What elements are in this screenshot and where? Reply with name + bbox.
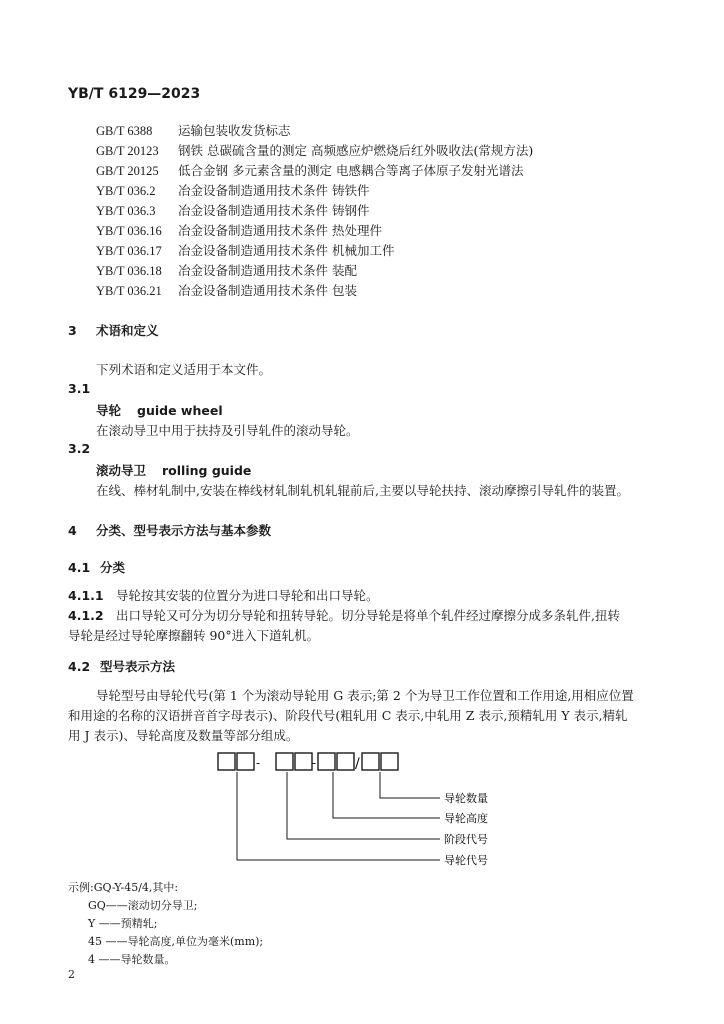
- reference-item: YB/T 036.17 冶金设备制造通用技术条件 机械加工件: [96, 243, 395, 258]
- leader-code: [237, 772, 440, 860]
- term-3-1-definition: 在滚动导卫中用于扶持及引导轧件的滚动导轮。: [96, 423, 359, 438]
- separator-1: -: [256, 756, 261, 770]
- reference-item: YB/T 036.3 冶金设备制造通用技术条件 铸钢件: [96, 203, 370, 218]
- reference-item: GB/T 20125 低合金钢 多元素含量的测定 电感耦合等离子体原子发射光谱法: [96, 163, 524, 178]
- code-box-8: [381, 753, 398, 770]
- label-wheel-quantity: 导轮数量: [444, 792, 488, 805]
- clause-4-1-2-cont: 导轮是经过导轮摩擦翻转 90°进入下道轧机。: [68, 628, 320, 643]
- reference-item: GB/T 6388 运输包装收发货标志: [96, 123, 291, 138]
- separator-3: /: [355, 756, 360, 772]
- code-box-6: [337, 753, 354, 770]
- term-3-1: 导轮 guide wheel: [96, 403, 223, 418]
- page-number: 2: [68, 968, 75, 981]
- code-box-1: [218, 753, 235, 770]
- label-wheel-height: 导轮高度: [444, 812, 488, 825]
- example-line: GQ——滚动切分导卫;: [88, 899, 198, 912]
- leader-stage: [287, 772, 440, 839]
- reference-item: YB/T 036.21 冶金设备制造通用技术条件 包装: [96, 283, 357, 298]
- reference-item: YB/T 036.16 冶金设备制造通用技术条件 热处理件: [96, 223, 382, 238]
- code-box-5: [318, 753, 335, 770]
- section-4-heading: 4 分类、型号表示方法与基本参数: [68, 523, 272, 538]
- section-3-heading: 3 术语和定义: [68, 323, 159, 338]
- clause-4-2-line2: 和用途的名称的汉语拼音首字母表示)、阶段代号(粗轧用 C 表示,中轧用 Z 表示,预精轧用 Y 表示,精轧: [68, 708, 628, 723]
- section-4-1-heading: 4.1 分类: [68, 560, 126, 575]
- clause-4-2-line3: 用 J 表示)、导轮高度及数量等部分组成。: [68, 728, 299, 743]
- separator-2: -: [312, 756, 317, 770]
- code-box-7: [362, 753, 379, 770]
- reference-item: YB/T 036.18 冶金设备制造通用技术条件 装配: [96, 263, 357, 278]
- code-box-4: [295, 753, 312, 770]
- term-3-1-number: 3.1: [68, 381, 91, 396]
- clause-4-1-1: 4.1.1 导轮按其安装的位置分为进口导轮和出口导轮。: [68, 588, 379, 603]
- document-header: YB/T 6129—2023: [68, 86, 201, 102]
- term-3-2: 滚动导卫 rolling guide: [96, 463, 252, 478]
- clause-4-1-2: 4.1.2 出口导轮又可分为切分导轮和扭转导轮。切分导轮是将单个轧件经过摩擦分成多条轧件,扭转: [68, 608, 620, 623]
- model-designation-diagram: [0, 740, 724, 870]
- section-3-intro: 下列术语和定义适用于本文件。: [96, 362, 272, 377]
- reference-item: GB/T 20123 钢铁 总碳硫含量的测定 高频感应炉燃烧后红外吸收法(常规方法): [96, 143, 534, 158]
- example-line: Y ——预精轧;: [88, 917, 158, 930]
- section-4-2-heading: 4.2 型号表示方法: [68, 659, 176, 674]
- term-3-2-number: 3.2: [68, 441, 91, 456]
- example-line: 45 ——导轮高度,单位为毫米(mm);: [88, 935, 264, 948]
- reference-item: YB/T 036.2 冶金设备制造通用技术条件 铸铁件: [96, 183, 370, 198]
- code-box-2: [237, 753, 254, 770]
- label-wheel-code: 导轮代号: [444, 854, 488, 867]
- leader-height: [333, 772, 440, 818]
- clause-4-2-line1: 导轮型号由导轮代号(第 1 个为滚动导轮用 G 表示;第 2 个为导卫工作位置和工作用途,用相应位置: [96, 688, 634, 703]
- label-stage-code: 阶段代号: [444, 833, 488, 846]
- example-line: 4 ——导轮数量。: [88, 953, 176, 966]
- code-box-3: [276, 753, 293, 770]
- example-heading: 示例:GQ-Y-45/4,其中:: [68, 881, 179, 894]
- term-3-2-definition: 在线、棒材轧制中,安装在棒线材轧制轧机轧辊前后,主要以导轮扶持、滚动摩擦引导轧件的装置。: [96, 483, 629, 498]
- leader-quantity: [380, 772, 440, 798]
